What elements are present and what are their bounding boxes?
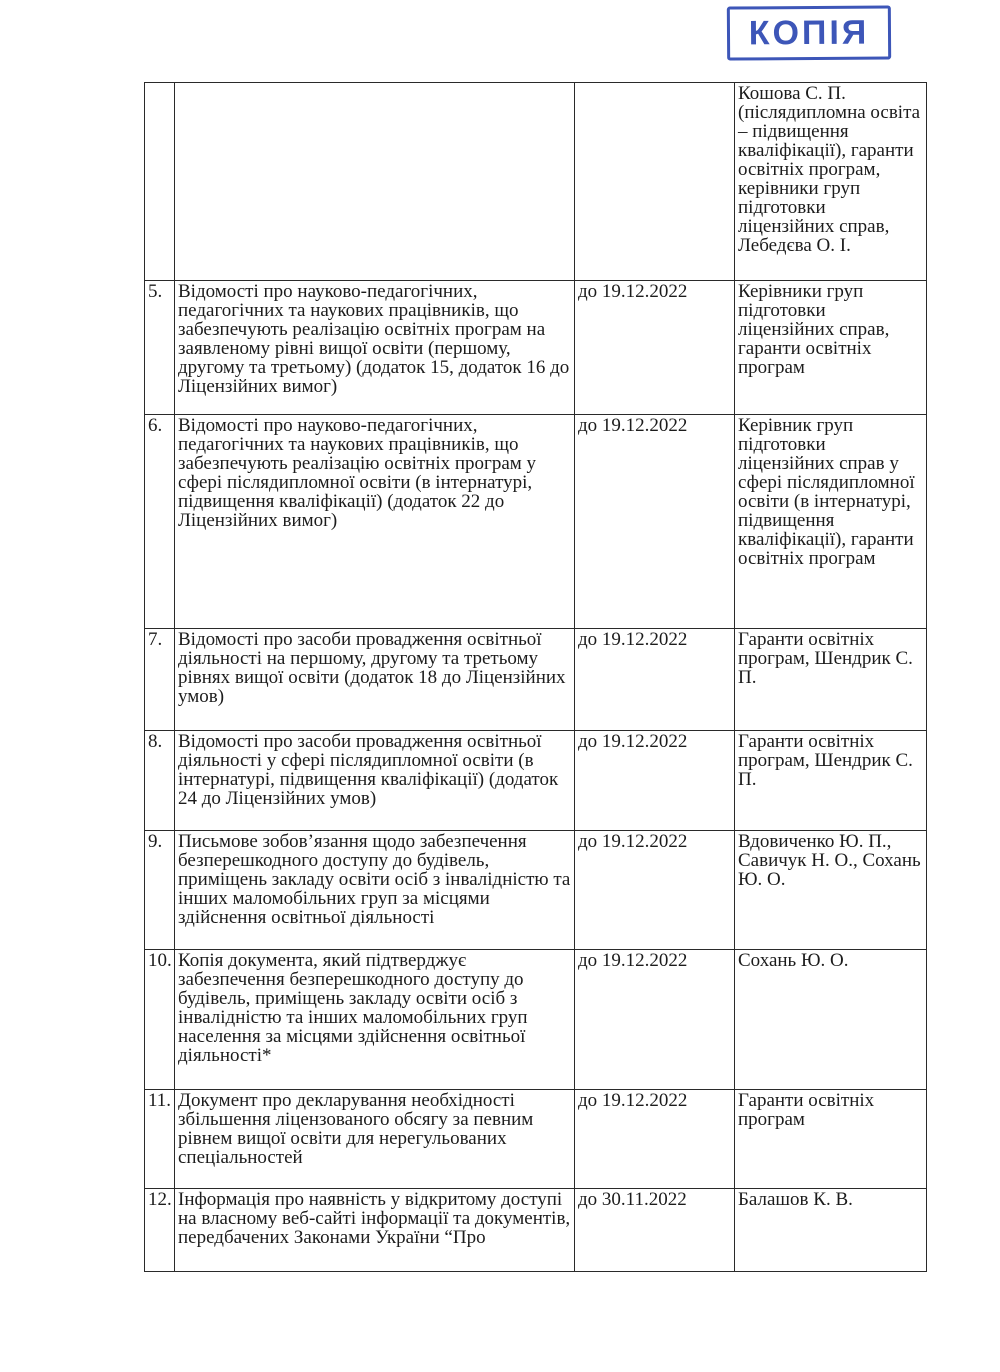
responsible-cell: Гаранти освітніх програм, Шендрик С. П. [735,629,927,731]
task-cell: Відомості про засоби провадження освітньої діяльності на першому, другому та третьому рівнях вищої освіти (додаток 18 до Ліцензійних умов) [175,629,575,731]
deadline-cell: до 19.12.2022 [575,281,735,415]
table-row [145,1090,927,1189]
task-cell [175,83,575,281]
row-number: 5. [145,281,175,415]
row-number: 8. [145,731,175,831]
task-cell: Відомості про науково-педагогічних, педагогічних та наукових працівників, що забезпечують реалізацію освітніх програм у сфері післядипломної освіти (в інтернатурі, підвищення кваліфікації) (додаток 22 до Ліцензійних вимог) [175,415,575,629]
deadline-cell: до 19.12.2022 [575,629,735,731]
deadline-cell [575,83,735,281]
task-cell: Документ про декларування необхідності збільшення ліцензованого обсягу за певним рівнем вищої освіти для нерегульованих спеціальностей [175,1090,575,1189]
row-number: 11. [145,1090,175,1189]
responsible-cell: Балашов К. В. [735,1189,927,1272]
table-row [145,629,927,731]
row-number: 9. [145,831,175,950]
row-number: 7. [145,629,175,731]
responsible-cell: Керівники груп підготовки ліцензійних справ, гаранти освітніх програм [735,281,927,415]
task-cell: Письмове зобов’язання щодо забезпечення безперешкодного доступу до будівель, приміщень закладу освіти осіб з інвалідністю та інших маломобільних груп за місцями здійснення освітньої діяльності [175,831,575,950]
deadline-cell: до 19.12.2022 [575,831,735,950]
deadline-cell: до 19.12.2022 [575,415,735,629]
table-row [145,1189,927,1272]
task-cell: Відомості про засоби провадження освітньої діяльності у сфері післядипломної освіти (в інтернатурі, підвищення кваліфікації) (додаток 24 до Ліцензійних умов) [175,731,575,831]
plan-table [144,82,927,1272]
table-row [145,83,927,281]
responsible-cell: Гаранти освітніх програм [735,1090,927,1189]
table-row [145,415,927,629]
row-number [145,83,175,281]
deadline-cell: до 19.12.2022 [575,1090,735,1189]
row-number: 12. [145,1189,175,1272]
deadline-cell: до 19.12.2022 [575,731,735,831]
responsible-cell: Гаранти освітніх програм, Шендрик С. П. [735,731,927,831]
responsible-cell: Кошова С. П. (післядипломна освіта – підвищення кваліфікації), гаранти освітніх програм, керівники груп підготовки ліцензійних справ, Лебедєва О. І. [735,83,927,281]
row-number: 6. [145,415,175,629]
responsible-cell: Вдовиченко Ю. П., Савичук Н. О., Сохань Ю. О. [735,831,927,950]
responsible-cell: Сохань Ю. О. [735,950,927,1090]
task-cell: Копія документа, який підтверджує забезпечення безперешкодного доступу до будівель, приміщень закладу освіти осіб з інвалідністю та інших маломобільних груп населення за місцями здійснення освітньої діяльності* [175,950,575,1090]
deadline-cell: до 30.11.2022 [575,1189,735,1272]
deadline-cell: до 19.12.2022 [575,950,735,1090]
responsible-cell: Керівник груп підготовки ліцензійних справ у сфері післядипломної освіти (в інтернатурі, підвищення кваліфікації), гаранти освітніх програм [735,415,927,629]
table-row [145,950,927,1090]
table-row [145,731,927,831]
table-row [145,831,927,950]
table-row [145,281,927,415]
copy-stamp-text: КОПІЯ [748,13,870,52]
task-cell: Інформація про наявність у відкритому доступі на власному веб-сайті інформації та документів, передбачених Законами України “Про [175,1189,575,1272]
copy-stamp [727,5,891,60]
row-number: 10. [145,950,175,1090]
task-cell: Відомості про науково-педагогічних, педагогічних та наукових працівників, що забезпечують реалізацію освітніх програм на заявленому рівні вищої освіти (першому, другому та третьому) (додаток 15, додаток 16 до Ліцензійних вимог) [175,281,575,415]
